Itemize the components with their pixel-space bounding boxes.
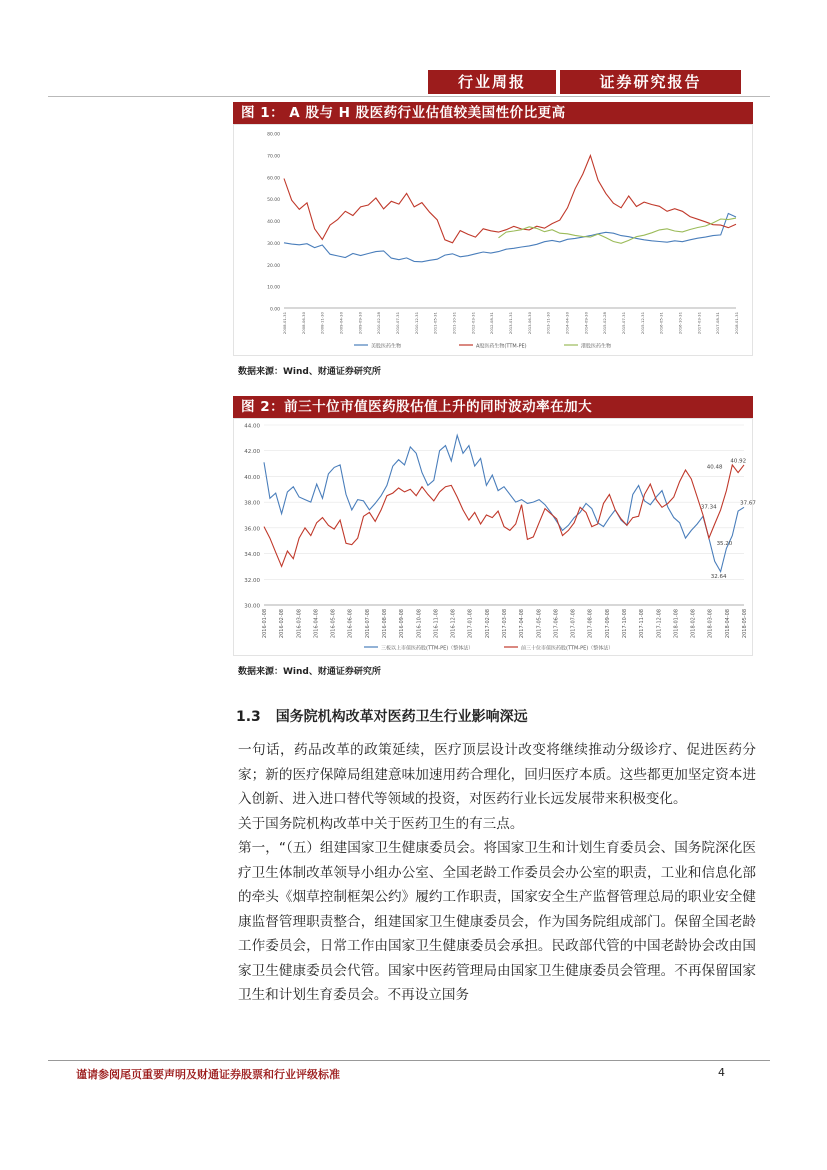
data-label: 35.20 xyxy=(716,541,733,548)
y-tick-label: 42.00 xyxy=(244,449,260,456)
data-label: 40.92 xyxy=(730,458,747,465)
x-tick-label: 2016-04-08 xyxy=(313,609,320,639)
x-tick-label: 2017-07-08 xyxy=(570,609,577,639)
figure1-title: 图 1： A 股与 H 股医药行业估值较美国性价比更高 xyxy=(233,102,753,124)
x-tick-label: 2018-05-08 xyxy=(742,609,748,639)
x-tick-label: 2016-07-08 xyxy=(364,609,371,639)
x-tick-label: 2008-06-30 xyxy=(300,312,306,335)
x-tick-label: 2011-05-31 xyxy=(432,312,438,335)
y-tick-label: 20.00 xyxy=(267,263,280,269)
x-tick-label: 2018-04-08 xyxy=(724,609,731,639)
header-tab-report: 证券研究报告 xyxy=(560,70,741,94)
x-tick-label: 2015-02-28 xyxy=(602,312,608,335)
x-tick-label: 2017-01-08 xyxy=(467,609,474,639)
legend-label: A股医药生物(TTM-PE) xyxy=(476,343,527,350)
data-label: 37.67 xyxy=(740,500,756,507)
y-tick-label: 40.00 xyxy=(267,220,280,225)
footer-divider xyxy=(48,1060,770,1061)
figure1-chart xyxy=(234,125,752,355)
header-tab-weekly: 行业周报 xyxy=(428,70,556,94)
series-line-1 xyxy=(264,435,747,571)
x-tick-label: 2018-03-08 xyxy=(707,609,714,639)
figure2-chart-container xyxy=(233,418,756,656)
x-tick-label: 2016-02-08 xyxy=(279,609,286,639)
x-tick-label: 2017-03-08 xyxy=(502,609,508,639)
y-tick-label: 70.00 xyxy=(267,154,280,160)
series-line-2 xyxy=(264,465,744,567)
x-tick-label: 2013-01-31 xyxy=(508,312,513,335)
legend-label: 三板以上市值医药股(TTM-PE)（整体法） xyxy=(381,645,474,652)
page-number: 4 xyxy=(718,1066,725,1079)
x-tick-label: 2017-09-08 xyxy=(604,609,611,639)
figure2-title: 图 2：前三十位市值医药股估值上升的同时波动率在加大 xyxy=(233,396,753,418)
x-tick-label: 2014-04-30 xyxy=(564,312,570,335)
x-tick-label: 2017-08-31 xyxy=(715,312,721,335)
x-tick-label: 2008-01-31 xyxy=(282,312,287,335)
data-label: 37.34 xyxy=(700,504,717,511)
x-tick-label: 2015-07-31 xyxy=(621,312,626,335)
y-tick-label: 30.00 xyxy=(244,603,260,610)
data-label: 40.48 xyxy=(706,464,723,471)
x-tick-label: 2010-02-28 xyxy=(376,312,382,335)
x-tick-label: 2018-01-08 xyxy=(673,609,680,639)
y-tick-label: 30.00 xyxy=(267,241,280,247)
x-tick-label: 2015-12-31 xyxy=(639,312,645,335)
x-tick-label: 2016-01-08 xyxy=(262,609,268,639)
series-line-3 xyxy=(499,218,737,243)
y-tick-label: 0.00 xyxy=(269,307,280,313)
x-tick-label: 2010-07-31 xyxy=(395,312,400,335)
x-tick-label: 2017-02-08 xyxy=(484,609,491,639)
data-label: 32.64 xyxy=(710,574,727,581)
x-tick-label: 2018-01-31 xyxy=(734,312,739,335)
x-tick-label: 2010-12-31 xyxy=(413,312,419,335)
x-tick-label: 2016-12-08 xyxy=(450,609,457,639)
x-tick-label: 2017-11-08 xyxy=(639,609,646,639)
x-tick-label: 2014-09-30 xyxy=(583,312,589,335)
x-tick-label: 2011-10-31 xyxy=(451,312,457,335)
y-tick-label: 50.00 xyxy=(267,198,280,204)
y-tick-label: 60.00 xyxy=(267,176,280,182)
x-tick-label: 2017-03-31 xyxy=(696,312,702,335)
x-tick-label: 2016-03-08 xyxy=(296,609,303,639)
x-tick-label: 2008-11-30 xyxy=(319,312,325,335)
x-tick-label: 2016-11-08 xyxy=(433,609,440,639)
paragraph-1: 一句话，药品改革的政策延续，医疗顶层设计改变将继续推动分级诊疗、促进医药分家；新的医疗保障局组建意味加速用药合理化，回归医疗本质。这些都更加坚定资本进入创新、进入进口替代等领域的投资，对医药行业长远发展带来积极变化。 xyxy=(238,742,756,807)
x-tick-label: 2013-11-30 xyxy=(545,312,551,335)
header-divider xyxy=(48,96,770,97)
series-line-2 xyxy=(284,156,736,243)
section-number: 1.3 xyxy=(236,709,261,725)
x-tick-label: 2009-04-30 xyxy=(338,312,344,335)
x-tick-label: 2016-09-08 xyxy=(399,609,406,639)
x-tick-label: 2016-05-31 xyxy=(658,312,664,335)
x-tick-label: 2016-06-08 xyxy=(347,609,354,639)
x-tick-label: 2012-03-31 xyxy=(470,312,476,335)
legend-label: 前三十位市值医药股(TTM-PE)（整体法） xyxy=(521,645,614,652)
figure2-chart xyxy=(234,419,756,655)
x-tick-label: 2017-04-08 xyxy=(519,609,526,639)
figure1-source: 数据来源：Wind、财通证券研究所 xyxy=(238,367,381,377)
x-tick-label: 2013-06-30 xyxy=(526,312,532,335)
x-tick-label: 2016-05-08 xyxy=(330,609,337,639)
footer-disclaimer: 谨请参阅尾页重要声明及财通证券股票和行业评级标准 xyxy=(76,1068,340,1081)
section-heading xyxy=(236,706,528,726)
x-tick-label: 2009-09-30 xyxy=(357,312,363,335)
x-tick-label: 2017-10-08 xyxy=(622,609,628,639)
x-tick-label: 2016-10-08 xyxy=(416,609,423,639)
y-tick-label: 38.00 xyxy=(244,500,260,507)
y-tick-label: 40.00 xyxy=(244,474,260,481)
x-tick-label: 2016-08-08 xyxy=(382,609,388,639)
legend-label: 美股医药生物 xyxy=(371,343,402,350)
body-text xyxy=(238,738,756,1008)
y-tick-label: 34.00 xyxy=(244,552,260,559)
x-tick-label: 2016-10-31 xyxy=(677,312,683,335)
y-tick-label: 44.00 xyxy=(244,423,260,430)
x-tick-label: 2017-12-08 xyxy=(656,609,663,639)
paragraph-2: 关于国务院机构改革中关于医药卫生的有三点。 xyxy=(238,815,524,832)
paragraph-3: 第一，“（五）组建国家卫生健康委员会。将国家卫生和计划生育委员会、国务院深化医疗卫生体制改革领导小组办公室、全国老龄工作委员会办公室的职责，工业和信息化部的牵头《烟草控制框架公约》履约工作职责，国家安全生产监督管理总局的职业安全健康监督管理职责整合，组建国家卫生健康委员会，作为国务院组成部门。保留全国老龄工作委员会，日常工作由国家卫生健康委员会承担。民政部代管的中国老龄协会改由国家卫生健康委员会代管。国家中医药管理局由国家卫生健康委员会管理。不再保留国家卫生和计划生育委员会。不再设立国务 xyxy=(238,840,756,1003)
figure2-source: 数据来源：Wind、财通证券研究所 xyxy=(238,667,381,677)
y-tick-label: 80.00 xyxy=(267,132,280,138)
y-tick-label: 32.00 xyxy=(244,577,260,584)
section-title-text: 国务院机构改革对医药卫生行业影响深远 xyxy=(275,709,528,725)
x-tick-label: 2017-08-08 xyxy=(587,609,594,639)
x-tick-label: 2018-02-08 xyxy=(690,609,697,639)
x-tick-label: 2012-08-31 xyxy=(489,312,495,335)
y-tick-label: 10.00 xyxy=(267,285,280,291)
x-tick-label: 2017-06-08 xyxy=(553,609,560,639)
y-tick-label: 36.00 xyxy=(244,526,260,533)
figure1-chart-container xyxy=(233,124,753,356)
series-line-1 xyxy=(284,214,736,262)
x-tick-label: 2017-05-08 xyxy=(536,609,543,639)
legend-label: 港股医药生物 xyxy=(581,343,612,350)
